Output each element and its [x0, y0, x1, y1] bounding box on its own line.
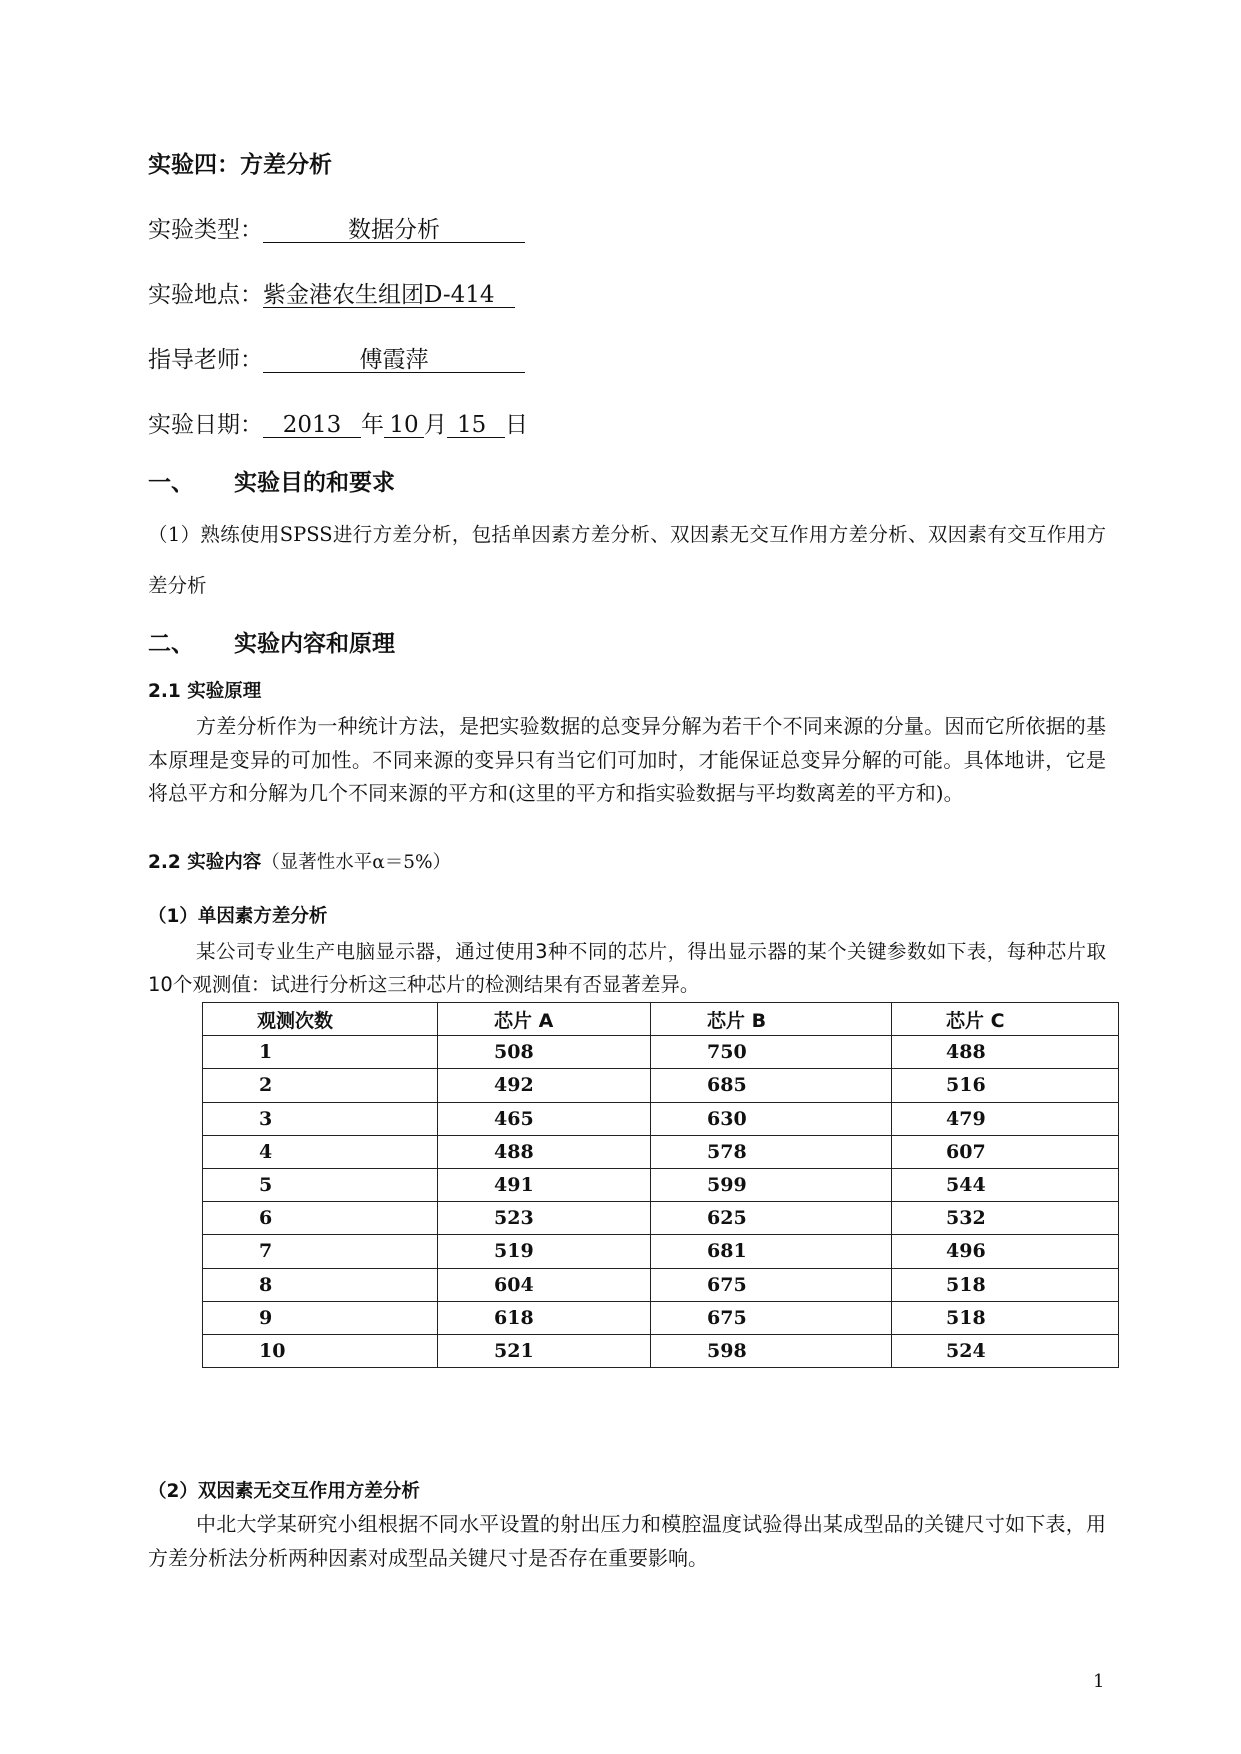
table-row	[203, 1069, 1119, 1102]
table-row	[203, 1268, 1119, 1301]
table-cell: 532	[892, 1202, 1119, 1235]
section-1-title: 实验目的和要求	[234, 470, 395, 496]
table-cell: 599	[651, 1168, 892, 1201]
table-cell: 496	[892, 1235, 1119, 1268]
table-cell: 8	[203, 1268, 438, 1301]
part-1-text: 某公司专业生产电脑显示器，通过使用3种不同的芯片，得出显示器的某个关键参数如下表，每种芯片取10个观测值：试进行分析这三种芯片的检测结果有否显著差异。	[148, 940, 1106, 996]
table-cell: 508	[438, 1036, 651, 1069]
table-cell: 479	[892, 1102, 1119, 1135]
table-cell: 518	[892, 1301, 1119, 1334]
table-cell: 578	[651, 1135, 892, 1168]
subsection-2-2-heading	[148, 848, 451, 874]
table-cell: 488	[892, 1036, 1119, 1069]
table-cell: 618	[438, 1301, 651, 1334]
table-cell: 630	[651, 1102, 892, 1135]
table-header-cell: 芯片 B	[651, 1003, 892, 1036]
experiment-type-line	[148, 211, 525, 244]
subsection-2-1-title: 2.1 实验原理	[148, 681, 262, 702]
date-year-unit: 年	[361, 412, 384, 438]
date-day-unit: 日	[505, 412, 528, 438]
table-cell: 6	[203, 1202, 438, 1235]
table-cell: 10	[203, 1334, 438, 1367]
table-row	[203, 1036, 1119, 1069]
table-row	[203, 1235, 1119, 1268]
experiment-date-label: 实验日期：	[148, 412, 263, 438]
experiment-type-label: 实验类型：	[148, 217, 263, 243]
table-cell: 492	[438, 1069, 651, 1102]
table-cell: 521	[438, 1334, 651, 1367]
table-cell: 3	[203, 1102, 438, 1135]
table-header-row	[203, 1003, 1119, 1036]
date-month-unit: 月	[424, 412, 447, 438]
date-day: 15	[447, 413, 505, 438]
table-cell: 7	[203, 1235, 438, 1268]
section-1-heading	[148, 464, 395, 497]
table-cell: 598	[651, 1334, 892, 1367]
date-month: 10	[384, 413, 424, 438]
table-cell: 675	[651, 1268, 892, 1301]
table-header-cell: 观测次数	[203, 1003, 438, 1036]
section-2-number: 二、	[148, 631, 194, 657]
table-header-cell: 芯片 C	[892, 1003, 1119, 1036]
experiment-date-line	[148, 406, 528, 439]
table-row	[203, 1202, 1119, 1235]
table-cell: 681	[651, 1235, 892, 1268]
teacher-label: 指导老师：	[148, 347, 263, 373]
part-2-title: （2）双因素无交互作用方差分析	[148, 1481, 420, 1502]
table-body	[203, 1036, 1119, 1368]
table-cell: 4	[203, 1135, 438, 1168]
table-cell: 465	[438, 1102, 651, 1135]
experiment-place-value: 紫金港农生组团D-414	[263, 283, 515, 308]
section-2-title: 实验内容和原理	[234, 631, 395, 657]
table-cell: 675	[651, 1301, 892, 1334]
table-row	[203, 1334, 1119, 1367]
table-cell: 9	[203, 1301, 438, 1334]
section-2-heading	[148, 625, 395, 658]
table-cell: 685	[651, 1069, 892, 1102]
table-row	[203, 1135, 1119, 1168]
table-cell: 604	[438, 1268, 651, 1301]
experiment-place-line	[148, 276, 515, 309]
section-1-number: 一、	[148, 470, 194, 496]
subsection-2-2-title: 2.2 实验内容	[148, 852, 262, 873]
significance-note: （显著性水平α＝5%）	[261, 852, 452, 873]
table-cell: 491	[438, 1168, 651, 1201]
table-cell: 625	[651, 1202, 892, 1235]
table-cell: 2	[203, 1069, 438, 1102]
table-cell: 5	[203, 1168, 438, 1201]
table-row	[203, 1301, 1119, 1334]
table-cell: 607	[892, 1135, 1119, 1168]
table-cell: 544	[892, 1168, 1119, 1201]
table-cell: 488	[438, 1135, 651, 1168]
table-cell: 524	[892, 1334, 1119, 1367]
part-1-title: （1）单因素方差分析	[148, 906, 328, 927]
document-title: 实验四：方差分析	[148, 152, 332, 178]
subsection-2-1-text: 方差分析作为一种统计方法，是把实验数据的总变异分解为若干个不同来源的分量。因而它所依据的基本原理是变异的可加性。不同来源的变异只有当它们可加时，才能保证总变异分解的可能。具体地讲，它是将总平方和分解为几个不同来源的平方和(这里的平方和指实验数据与平均数离差的平方和)。	[148, 714, 1106, 805]
teacher-value: 傅霞萍	[263, 348, 525, 373]
table-cell: 519	[438, 1235, 651, 1268]
table-cell: 516	[892, 1069, 1119, 1102]
table-cell: 518	[892, 1268, 1119, 1301]
experiment-type-value: 数据分析	[263, 218, 525, 243]
date-year: 2013	[263, 413, 361, 438]
table-row	[203, 1102, 1119, 1135]
table-cell: 523	[438, 1202, 651, 1235]
section-1-text: （1）熟练使用SPSS进行方差分析，包括单因素方差分析、双因素无交互作用方差分析、双因素有交互作用方差分析	[148, 523, 1106, 597]
teacher-line	[148, 341, 525, 374]
part-2-text: 中北大学某研究小组根据不同水平设置的射出压力和模腔温度试验得出某成型品的关键尺寸如下表，用方差分析法分析两种因素对成型品关键尺寸是否存在重要影响。	[148, 1512, 1106, 1570]
experiment-place-label: 实验地点：	[148, 282, 263, 308]
table-header-cell: 芯片 A	[438, 1003, 651, 1036]
table-cell: 1	[203, 1036, 438, 1069]
table-cell: 750	[651, 1036, 892, 1069]
page-number: 1	[1093, 1671, 1105, 1692]
chip-measurement-table	[202, 1002, 1119, 1368]
table-row	[203, 1168, 1119, 1201]
